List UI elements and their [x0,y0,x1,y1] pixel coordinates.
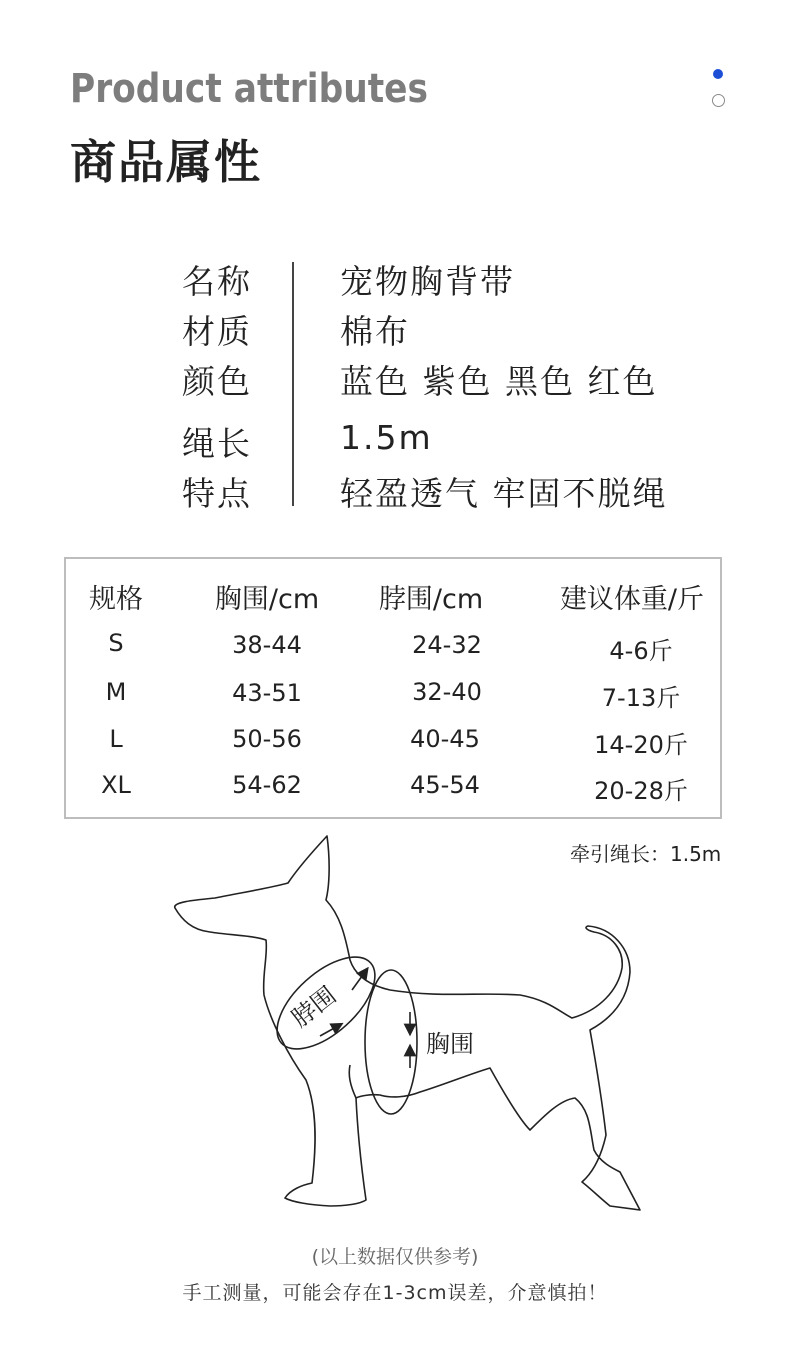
dog-outline [175,836,640,1210]
page-title-en: Product attributes [70,66,428,112]
dog-measurement-diagram [160,830,650,1230]
weight-cell: 20-28斤 [594,777,688,805]
attribute-row-material [0,306,790,350]
chest-cell: 38-44 [232,631,302,659]
attribute-label: 材质 [182,312,252,351]
attribute-label: 名称 [182,262,252,301]
size-header-spec: 规格 [89,584,143,615]
attribute-row-color [0,356,790,400]
chest-cell: 54-62 [232,771,302,799]
disclaimer-note: 手工测量，可能会存在1-3cm误差，介意慎拍！ [182,1282,608,1304]
chest-label: 胸围 [426,1030,474,1058]
attribute-value: 蓝色 紫色 黑色 红色 [340,362,658,401]
reference-note: (以上数据仅供参考) [311,1246,479,1268]
weight-cell: 4-6斤 [609,637,673,665]
size-table [64,557,722,819]
attribute-value: 宠物胸背带 [340,262,515,301]
neck-cell: 45-54 [410,771,480,799]
size-cell: L [109,725,123,753]
attribute-label: 绳长 [182,424,252,463]
leash-length-note: 牵引绳长：1.5m [570,842,722,866]
size-cell: S [108,629,124,657]
attribute-label: 颜色 [182,362,252,401]
neck-cell: 32-40 [412,678,482,706]
attribute-value: 1.5m [340,418,433,457]
chest-measure-ellipse [365,970,417,1114]
attribute-value: 轻盈透气 牢固不脱绳 [340,474,668,513]
attribute-row-leash-length [0,418,790,462]
neck-cell: 24-32 [412,631,482,659]
carousel-dot-active[interactable] [713,69,723,79]
carousel-dot-inactive[interactable] [712,94,725,107]
attribute-label: 特点 [182,474,252,513]
chest-cell: 43-51 [232,679,302,707]
size-cell: XL [101,771,131,799]
dog-leg-line [349,1065,356,1098]
page-title-cn: 商品属性 [70,135,262,189]
weight-cell: 14-20斤 [594,731,688,759]
attribute-value: 棉布 [340,312,410,351]
chest-cell: 50-56 [232,725,302,753]
neck-label: 脖围 [286,981,342,1033]
neck-cell: 40-45 [410,725,480,753]
weight-cell: 7-13斤 [601,684,681,712]
size-header-neck: 脖围/cm [378,584,484,615]
size-cell: M [105,678,127,706]
size-header-chest: 胸围/cm [214,584,320,615]
attribute-row-features [0,468,790,512]
attribute-row-name [0,256,790,300]
size-header-weight: 建议体重/斤 [559,584,705,615]
